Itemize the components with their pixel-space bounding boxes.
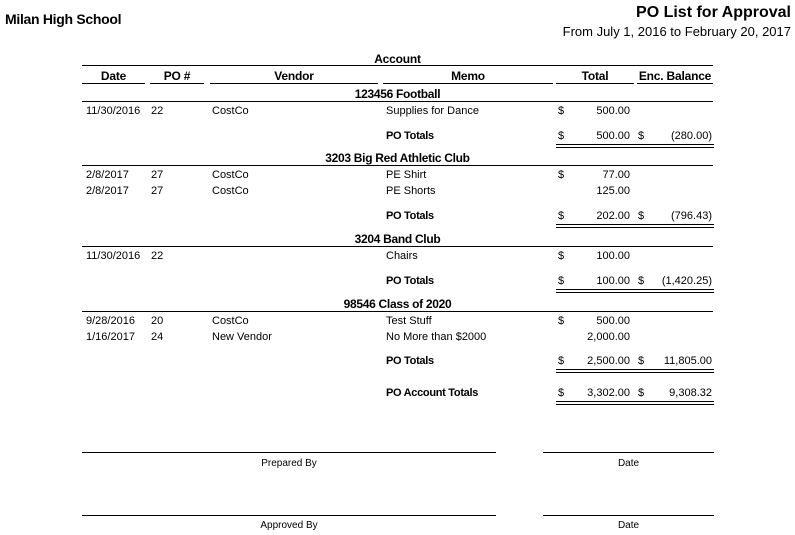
account-totals-total: 3,302.00: [587, 387, 630, 399]
account-totals-enc-balance: 9,308.32: [669, 387, 712, 399]
row-total: 100.00: [596, 250, 630, 262]
vendor-column-header: Vendor: [274, 69, 314, 83]
date-header-rule: [82, 83, 145, 84]
account-totals-label: PO Account Totals: [386, 387, 479, 399]
row-currency: $: [558, 315, 565, 327]
account-header-rule: [82, 65, 713, 66]
row-po: 27: [151, 169, 164, 181]
prepared-by-label: Prepared By: [261, 458, 317, 469]
totals-double-rule: [556, 144, 714, 148]
po-totals-enc-currency: $: [638, 355, 645, 367]
row-date: 1/16/2017: [86, 331, 135, 343]
approved-by-line: [82, 515, 496, 516]
report-date-range: From July 1, 2016 to February 20, 2017: [562, 24, 791, 39]
row-memo: PE Shirt: [386, 169, 427, 181]
row-po: 22: [151, 250, 164, 262]
row-date: 2/8/2017: [86, 169, 129, 181]
po-totals-currency: $: [558, 210, 565, 222]
row-total: 500.00: [596, 105, 630, 117]
row-vendor: CostCo: [212, 105, 249, 117]
row-po: 27: [151, 185, 164, 197]
po-totals-label: PO Totals: [386, 210, 434, 222]
row-po: 20: [151, 315, 164, 327]
enc-balance-column-header: Enc. Balance: [638, 69, 712, 83]
po-totals-enc-currency: $: [638, 130, 645, 142]
account-group-title: 3204 Band Club: [354, 232, 441, 246]
vendor-header-rule: [210, 83, 378, 84]
total-header-rule: [556, 83, 634, 84]
row-total: 2,000.00: [587, 331, 630, 343]
po-header-rule: [150, 83, 204, 84]
approved-date-label: Date: [617, 520, 640, 531]
row-total: 125.00: [596, 185, 630, 197]
row-currency: $: [558, 250, 565, 262]
row-date: 11/30/2016: [86, 250, 141, 262]
row-vendor: CostCo: [212, 185, 249, 197]
po-column-header: PO #: [163, 69, 191, 83]
row-memo: PE Shorts: [386, 185, 436, 197]
po-totals-currency: $: [558, 275, 565, 287]
approved-by-label: Approved By: [260, 520, 318, 531]
memo-column-header: Memo: [451, 69, 485, 83]
po-totals-label: PO Totals: [386, 355, 434, 367]
approved-date-line: [543, 515, 714, 516]
totals-double-rule: [556, 289, 714, 293]
row-po: 22: [151, 105, 164, 117]
row-memo: No More than $2000: [386, 331, 487, 343]
po-totals-enc-balance: (280.00): [671, 130, 712, 142]
row-vendor: New Vendor: [212, 331, 272, 343]
po-totals-total: 2,500.00: [587, 355, 630, 367]
row-date: 11/30/2016: [86, 105, 141, 117]
prepared-date-label: Date: [617, 458, 640, 469]
row-memo: Test Stuff: [386, 315, 432, 327]
school-name: Milan High School: [5, 11, 122, 27]
po-totals-currency: $: [558, 130, 565, 142]
memo-header-rule: [383, 83, 553, 84]
row-date: 9/28/2016: [86, 315, 135, 327]
enc-balance-header-rule: [637, 83, 713, 84]
group-rule: [82, 311, 713, 312]
account-group-title: 123456 Football: [354, 87, 441, 101]
report-title: PO List for Approval: [636, 4, 791, 21]
account-totals-currency: $: [558, 387, 565, 399]
po-totals-enc-currency: $: [638, 210, 645, 222]
row-currency: $: [558, 105, 565, 117]
account-group-title: 3203 Big Red Athletic Club: [325, 151, 470, 165]
prepared-by-line: [82, 452, 496, 453]
row-total: 500.00: [596, 315, 630, 327]
date-column-header: Date: [100, 69, 127, 83]
po-totals-total: 500.00: [596, 130, 630, 142]
prepared-date-line: [543, 452, 714, 453]
po-totals-enc-balance: (1,420.25): [661, 275, 712, 287]
row-memo: Chairs: [386, 250, 418, 262]
row-total: 77.00: [602, 169, 630, 181]
row-vendor: CostCo: [212, 315, 249, 327]
row-vendor: CostCo: [212, 169, 249, 181]
po-totals-total: 100.00: [596, 275, 630, 287]
row-memo: Supplies for Dance: [386, 105, 479, 117]
row-po: 24: [151, 331, 164, 343]
po-totals-enc-currency: $: [638, 275, 645, 287]
group-rule: [82, 246, 713, 247]
totals-double-rule: [556, 369, 714, 373]
grand-totals-double-rule: [556, 401, 714, 405]
total-column-header: Total: [581, 69, 609, 83]
totals-double-rule: [556, 224, 714, 228]
account-totals-enc-currency: $: [638, 387, 645, 399]
group-rule: [82, 165, 713, 166]
row-currency: $: [558, 169, 565, 181]
account-group-title: 98546 Class of 2020: [343, 297, 452, 311]
row-date: 2/8/2017: [86, 185, 129, 197]
po-totals-currency: $: [558, 355, 565, 367]
po-totals-label: PO Totals: [386, 130, 434, 142]
po-totals-total: 202.00: [596, 210, 630, 222]
po-totals-enc-balance: (796.43): [671, 210, 712, 222]
po-totals-enc-balance: 11,805.00: [663, 355, 712, 367]
po-totals-label: PO Totals: [386, 275, 434, 287]
group-rule: [82, 101, 713, 102]
account-column-header: Account: [374, 52, 421, 66]
